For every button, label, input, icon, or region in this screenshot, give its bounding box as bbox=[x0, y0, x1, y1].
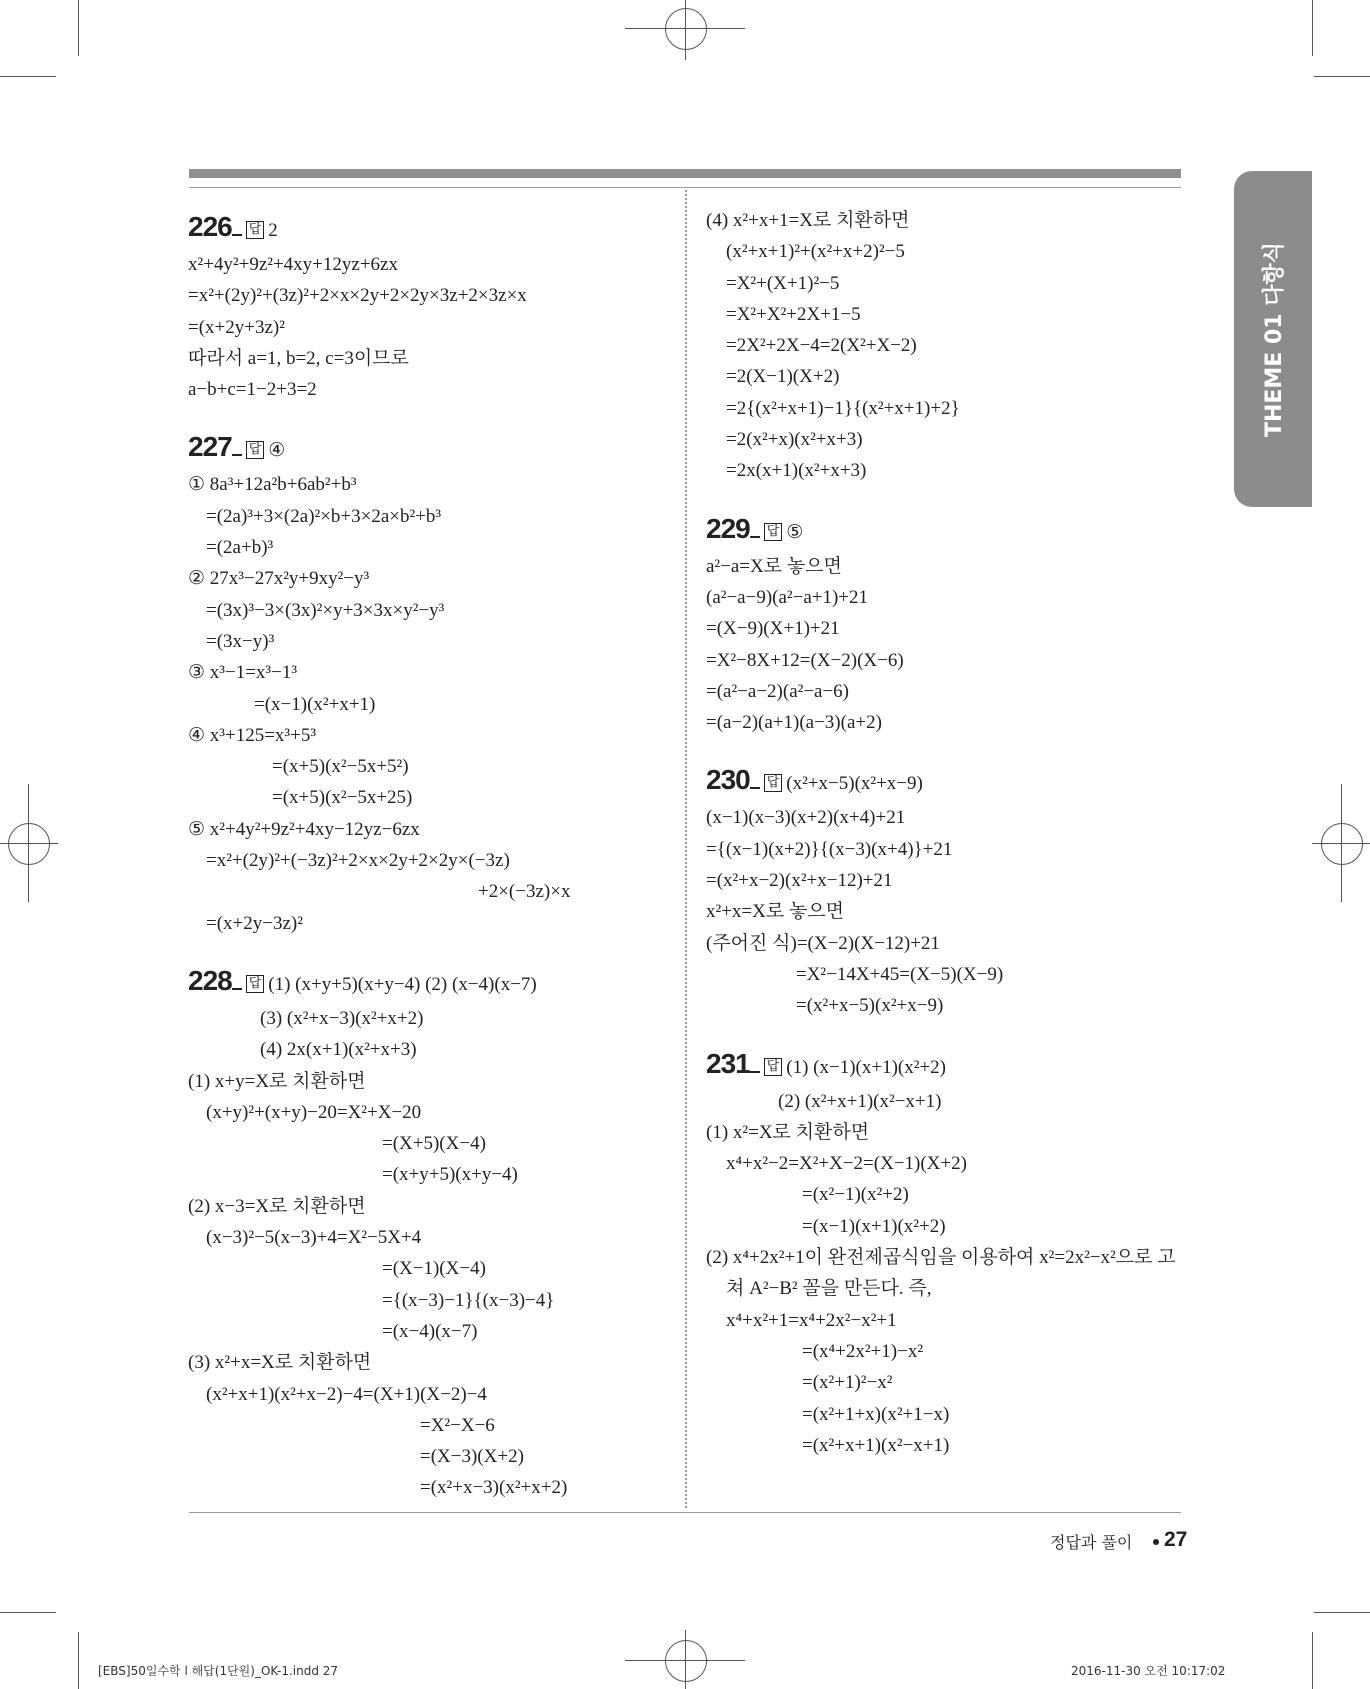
problem-answer: (1) (x−1)(x+1)(x²+2) bbox=[786, 1056, 946, 1078]
solution-line: (x²+x+1)(x²+x−2)−4=(X+1)(X−2)−4 bbox=[206, 1383, 487, 1405]
section-gap bbox=[706, 487, 1186, 507]
crop-mark bbox=[1314, 1612, 1370, 1613]
answer-badge: 답 bbox=[246, 975, 265, 993]
answer-badge: 답 bbox=[246, 221, 265, 239]
problem-header bbox=[706, 1042, 1186, 1086]
registration-circle bbox=[1321, 823, 1363, 865]
solution-line: =x²+(2y)²+(−3z)²+2×x×2y+2×2y×(−3z) bbox=[206, 850, 510, 872]
crop-mark bbox=[1312, 0, 1313, 56]
solution-line: =(x−4)(x−7) bbox=[382, 1320, 478, 1342]
problem-number-underscore bbox=[232, 234, 242, 236]
solution-line: (1) x+y=X로 치환하면 bbox=[188, 1070, 366, 1092]
solution-line: =(x²+x−5)(x²+x−9) bbox=[796, 995, 944, 1017]
solution-line: =(X−3)(X+2) bbox=[420, 1446, 524, 1468]
solution-line: =X²−14X+45=(X−5)(X−9) bbox=[796, 963, 1004, 985]
solution-line: =(x⁴+2x²+1)−x² bbox=[802, 1340, 924, 1362]
solution-line: =(x+5)(x²−5x+25) bbox=[272, 787, 413, 809]
problem-number: 230 bbox=[706, 764, 750, 796]
header-rule bbox=[189, 187, 1181, 188]
solution-line: (3) x²+x=X로 치환하면 bbox=[188, 1352, 372, 1374]
theme-side-tab-label-wrap bbox=[1234, 171, 1312, 507]
solution-line: (a²−a−9)(a²−a+1)+21 bbox=[706, 586, 869, 608]
solution-line: (x−3)²−5(x−3)+4=X²−5X+4 bbox=[206, 1227, 422, 1249]
solution-line: =(x²+x−3)(x²+x+2) bbox=[420, 1477, 568, 1499]
problem-number-underscore bbox=[750, 787, 760, 789]
problem-number-underscore bbox=[232, 988, 242, 990]
solution-line: =(x−1)(x+1)(x²+2) bbox=[802, 1215, 946, 1237]
problem-header bbox=[706, 507, 1186, 551]
problem-answer: ④ bbox=[268, 440, 286, 462]
solution-line: =X²−X−6 bbox=[420, 1414, 495, 1436]
solution-line: =(a²−a−2)(a²−a−6) bbox=[706, 680, 850, 702]
solution-line: =X²−8X+12=(X−2)(X−6) bbox=[706, 649, 904, 671]
solution-line: (1) x²=X로 치환하면 bbox=[706, 1121, 870, 1143]
problem-answer: 2 bbox=[268, 220, 278, 241]
problem-number-underscore bbox=[232, 454, 242, 456]
footer-rule bbox=[189, 1512, 1181, 1513]
section-gap bbox=[188, 939, 658, 959]
crop-mark bbox=[1314, 76, 1370, 77]
solution-line: =(x²−1)(x²+2) bbox=[802, 1184, 909, 1206]
solution-line: =(x+5)(x²−5x+5²) bbox=[272, 756, 409, 778]
solution-line: (3) (x²+x−3)(x²+x+2) bbox=[260, 1007, 424, 1029]
answer-badge: 답 bbox=[764, 774, 783, 792]
solution-line: =X²+(X+1)²−5 bbox=[726, 272, 840, 294]
footer-bullet bbox=[1153, 1539, 1159, 1545]
page-number: 27 bbox=[1164, 1528, 1188, 1551]
solution-line: (주어진 식)=(X−2)(X−12)+21 bbox=[706, 932, 940, 954]
problem-number-underscore bbox=[750, 536, 760, 538]
solution-line: =(x−1)(x²+x+1) bbox=[254, 693, 376, 715]
left-column bbox=[188, 205, 658, 1504]
footer-label: 정답과 풀이 bbox=[1050, 1533, 1133, 1552]
section-gap bbox=[706, 738, 1186, 758]
solution-line: =(2a)³+3×(2a)²×b+3×2a×b²+b³ bbox=[206, 505, 442, 527]
problem-number: 228 bbox=[188, 964, 232, 996]
solution-line: (x²+x+1)²+(x²+x+2)²−5 bbox=[726, 241, 905, 263]
solution-line: =X²+X²+2X+1−5 bbox=[726, 303, 861, 325]
solution-line: =(X−1)(X−4) bbox=[382, 1258, 486, 1280]
solution-line: ⑤ x²+4y²+9z²+4xy−12yz−6zx bbox=[188, 818, 420, 840]
registration-circle bbox=[665, 8, 707, 50]
solution-line: =2(X−1)(X+2) bbox=[726, 366, 840, 388]
solution-line: =(2a+b)³ bbox=[206, 537, 274, 559]
section-gap bbox=[188, 405, 658, 425]
crop-mark bbox=[0, 1612, 56, 1613]
problem-answer: ⑤ bbox=[786, 521, 804, 543]
solution-line: =(3x−y)³ bbox=[206, 630, 275, 652]
answer-badge: 답 bbox=[246, 441, 265, 459]
problem-number: 226 bbox=[188, 211, 232, 242]
solution-line: ② 27x³−27x²y+9xy²−y³ bbox=[188, 568, 370, 590]
problem-number-underscore bbox=[750, 1071, 760, 1073]
solution-line: =2(x²+x)(x²+x+3) bbox=[726, 429, 863, 451]
problem-header bbox=[706, 758, 1186, 802]
solution-line: (4) x²+x+1=X로 치환하면 bbox=[706, 210, 910, 231]
solution-line: a²−a=X로 놓으면 bbox=[706, 555, 842, 577]
solution-line: +2×(−3z)×x bbox=[478, 881, 571, 903]
solution-line: =x²+(2y)²+(3z)²+2×x×2y+2×2y×3z+2×3z×x bbox=[188, 285, 527, 307]
solution-line: ={(x−1)(x+2)}{(x−3)(x+4)}+21 bbox=[706, 838, 953, 860]
theme-side-tab-label: THEME 01 다항식 bbox=[1262, 241, 1288, 437]
solution-line: =(X+5)(X−4) bbox=[382, 1133, 486, 1155]
crop-mark bbox=[78, 1632, 79, 1689]
solution-line: =(X−9)(X+1)+21 bbox=[706, 618, 840, 640]
problem-header bbox=[188, 425, 658, 469]
crop-mark bbox=[78, 0, 79, 56]
solution-line: x²+x=X로 놓으면 bbox=[706, 901, 845, 923]
solution-line: =2x(x+1)(x²+x+3) bbox=[726, 460, 867, 482]
problem-header bbox=[188, 959, 658, 1003]
solution-line: 따라서 a=1, b=2, c=3이므로 bbox=[188, 347, 409, 369]
solution-line: =(3x)³−3×(3x)²×y+3×3x×y²−y³ bbox=[206, 599, 445, 621]
file-slug: [EBS]50일수학 l 해답(1단원)_OK-1.indd 27 bbox=[98, 1664, 339, 1678]
solution-line: x²+4y²+9z²+4xy+12yz+6zx bbox=[188, 254, 398, 275]
answer-badge: 답 bbox=[764, 523, 783, 541]
crop-mark bbox=[0, 76, 56, 77]
solution-line: =(x+2y−3z)² bbox=[206, 912, 303, 934]
solution-line: x⁴+x²−2=X²+X−2=(X−1)(X+2) bbox=[726, 1153, 967, 1175]
problem-number: 231 bbox=[706, 1047, 750, 1079]
solution-line: a−b+c=1−2+3=2 bbox=[188, 379, 317, 401]
solution-line: =(x²+x−2)(x²+x−12)+21 bbox=[706, 870, 893, 892]
problem-number: 227 bbox=[188, 431, 232, 463]
solution-line: =2{(x²+x+1)−1}{(x²+x+1)+2} bbox=[726, 397, 960, 419]
solution-line: (x+y)²+(x+y)−20=X²+X−20 bbox=[206, 1101, 422, 1123]
solution-line: x⁴+x²+1=x⁴+2x²−x²+1 bbox=[726, 1309, 897, 1331]
solution-line: =(x+y+5)(x+y−4) bbox=[382, 1164, 518, 1186]
right-column bbox=[706, 205, 1186, 1461]
problem-answer: (x²+x−5)(x²+x−9) bbox=[786, 773, 923, 795]
solution-line: =(a−2)(a+1)(a−3)(a+2) bbox=[706, 712, 882, 734]
registration-circle bbox=[8, 823, 50, 865]
problem-number: 229 bbox=[706, 512, 750, 544]
solution-line: ={(x−3)−1}{(x−3)−4} bbox=[382, 1289, 555, 1311]
solution-line: =(x²+x+1)(x²−x+1) bbox=[802, 1434, 950, 1456]
solution-line: (2) x⁴+2x²+1이 완전제곱식임을 이용하여 x²=2x²−x²으로 고 bbox=[706, 1247, 1176, 1269]
problem-answer: (1) (x+y+5)(x+y−4) (2) (x−4)(x−7) bbox=[268, 973, 537, 995]
solution-line: ③ x³−1=x³−1³ bbox=[188, 662, 298, 684]
solution-line: =(x²+1)²−x² bbox=[802, 1372, 893, 1394]
solution-line: (x−1)(x−3)(x+2)(x+4)+21 bbox=[706, 807, 906, 829]
answer-badge: 답 bbox=[764, 1058, 783, 1076]
solution-line: ④ x³+125=x³+5³ bbox=[188, 724, 317, 746]
column-divider bbox=[685, 190, 687, 1508]
solution-line: (2) x−3=X로 치환하면 bbox=[188, 1195, 366, 1217]
solution-line: ① 8a³+12a²b+6ab²+b³ bbox=[188, 474, 357, 496]
crop-mark bbox=[1312, 1632, 1313, 1689]
solution-line: =(x+2y+3z)² bbox=[188, 316, 285, 338]
solution-line: =2X²+2X−4=2(X²+X−2) bbox=[726, 335, 917, 357]
registration-circle bbox=[665, 1640, 707, 1682]
section-gap bbox=[706, 1022, 1186, 1042]
solution-line: =(x²+1+x)(x²+1−x) bbox=[802, 1403, 950, 1425]
solution-line: 쳐 A²−B² 꼴을 만든다. 즉, bbox=[726, 1278, 932, 1300]
solution-line: (2) (x²+x+1)(x²−x+1) bbox=[778, 1090, 942, 1112]
header-bar bbox=[189, 169, 1181, 178]
problem-header bbox=[188, 205, 658, 249]
solution-line: (4) 2x(x+1)(x²+x+3) bbox=[260, 1039, 417, 1061]
timestamp-slug: 2016-11-30 오전 10:17:02 bbox=[1071, 1664, 1226, 1678]
